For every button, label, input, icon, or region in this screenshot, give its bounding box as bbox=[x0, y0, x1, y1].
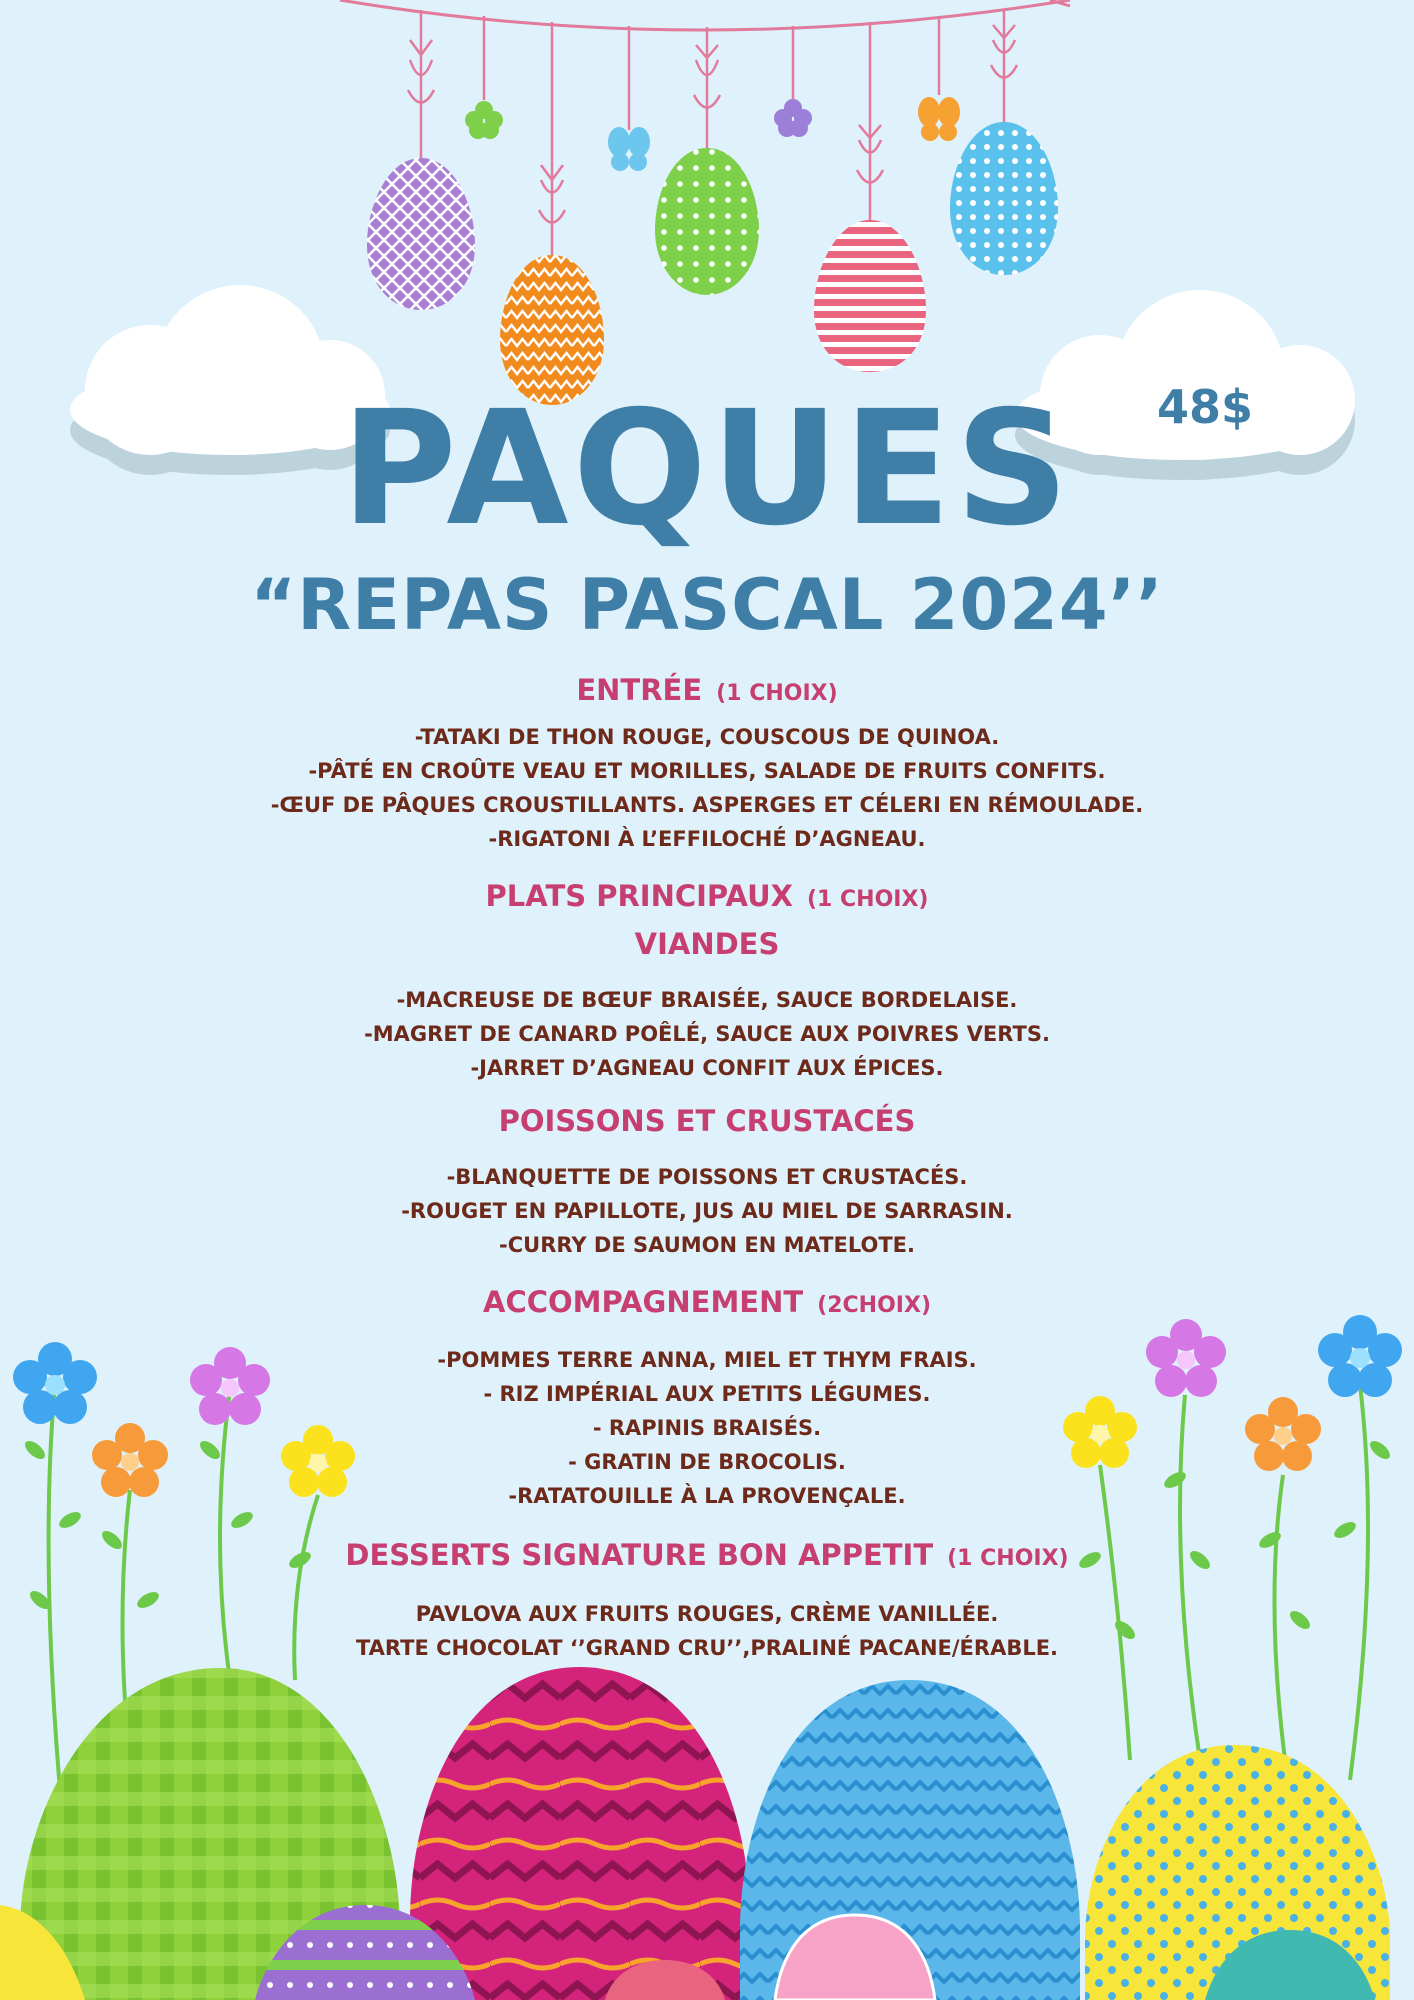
section-entree bbox=[0, 673, 1414, 707]
section-accompagnement-title: ACCOMPAGNEMENT bbox=[483, 1285, 804, 1319]
section-entree-title: ENTRÉE bbox=[576, 673, 703, 707]
page-subtitle: “REPAS PASCAL 2024’’ bbox=[250, 564, 1164, 646]
section-accompagnement-choice: (2CHOIX) bbox=[817, 1293, 931, 1318]
section-poissons-title: POISSONS ET CRUSTACÉS bbox=[498, 1104, 916, 1138]
menu-item: -RATATOUILLE À LA PROVENÇALE. bbox=[508, 1484, 906, 1508]
page-title: PAQUES bbox=[341, 377, 1073, 561]
menu-item: PAVLOVA AUX FRUITS ROUGES, CRÈME VANILLÉE. bbox=[415, 1602, 999, 1626]
menu-item: -ŒUF DE PÂQUES CROUSTILLANTS. ASPERGES ET CÉLERI EN RÉMOULADE. bbox=[270, 793, 1144, 817]
menu-item: - RIZ IMPÉRIAL AUX PETITS LÉGUMES. bbox=[483, 1382, 931, 1406]
section-plats bbox=[0, 879, 1414, 913]
section-entree-choice: (1 CHOIX) bbox=[716, 681, 838, 706]
menu-item: - RAPINIS BRAISÉS. bbox=[592, 1416, 822, 1440]
section-plats-title: PLATS PRINCIPAUX bbox=[485, 879, 793, 913]
menu-item: -ROUGET EN PAPILLOTE, JUS AU MIEL DE SARRASIN. bbox=[401, 1199, 1013, 1223]
menu-item: -MACREUSE DE BŒUF BRAISÉE, SAUCE BORDELAISE. bbox=[396, 988, 1018, 1012]
section-accompagnement bbox=[0, 1285, 1414, 1319]
accompagnement-items bbox=[0, 1343, 1414, 1513]
section-desserts-choice: (1 CHOIX) bbox=[947, 1546, 1069, 1571]
section-desserts bbox=[0, 1538, 1414, 1572]
menu-item: -MAGRET DE CANARD POÊLÉ, SAUCE AUX POIVRES VERTS. bbox=[364, 1022, 1050, 1046]
desserts-items bbox=[0, 1597, 1414, 1665]
menu-item: -CURRY DE SAUMON EN MATELOTE. bbox=[499, 1233, 915, 1257]
menu-item: -POMMES TERRE ANNA, MIEL ET THYM FRAIS. bbox=[437, 1348, 977, 1372]
entree-items bbox=[0, 720, 1414, 856]
menu-item: TARTE CHOCOLAT ‘’GRAND CRU’’,PRALINÉ PACANE/ÉRABLE. bbox=[355, 1636, 1059, 1660]
menu-item: -TATAKI DE THON ROUGE, COUSCOUS DE QUINOA. bbox=[414, 725, 1000, 749]
menu-item: - GRATIN DE BROCOLIS. bbox=[568, 1450, 846, 1474]
menu-item: -RIGATONI À L’EFFILOCHÉ D’AGNEAU. bbox=[488, 827, 926, 851]
bottom-eggs bbox=[0, 1667, 1390, 2000]
menu-item: -JARRET D’AGNEAU CONFIT AUX ÉPICES. bbox=[470, 1056, 944, 1080]
section-plats-choice: (1 CHOIX) bbox=[806, 887, 929, 912]
hanging-eggs bbox=[367, 97, 1058, 405]
price-label: 48$ bbox=[1156, 380, 1254, 434]
section-viandes-title: VIANDES bbox=[634, 927, 780, 961]
menu-item: -PÂTÉ EN CROÛTE VEAU ET MORILLES, SALADE DE FRUITS CONFITS. bbox=[308, 759, 1106, 783]
section-desserts-title: DESSERTS SIGNATURE BON APPETIT bbox=[345, 1538, 934, 1572]
viandes-items bbox=[0, 983, 1414, 1085]
menu-item: -BLANQUETTE DE POISSONS ET CRUSTACÉS. bbox=[446, 1165, 968, 1189]
poissons-items bbox=[0, 1160, 1414, 1262]
